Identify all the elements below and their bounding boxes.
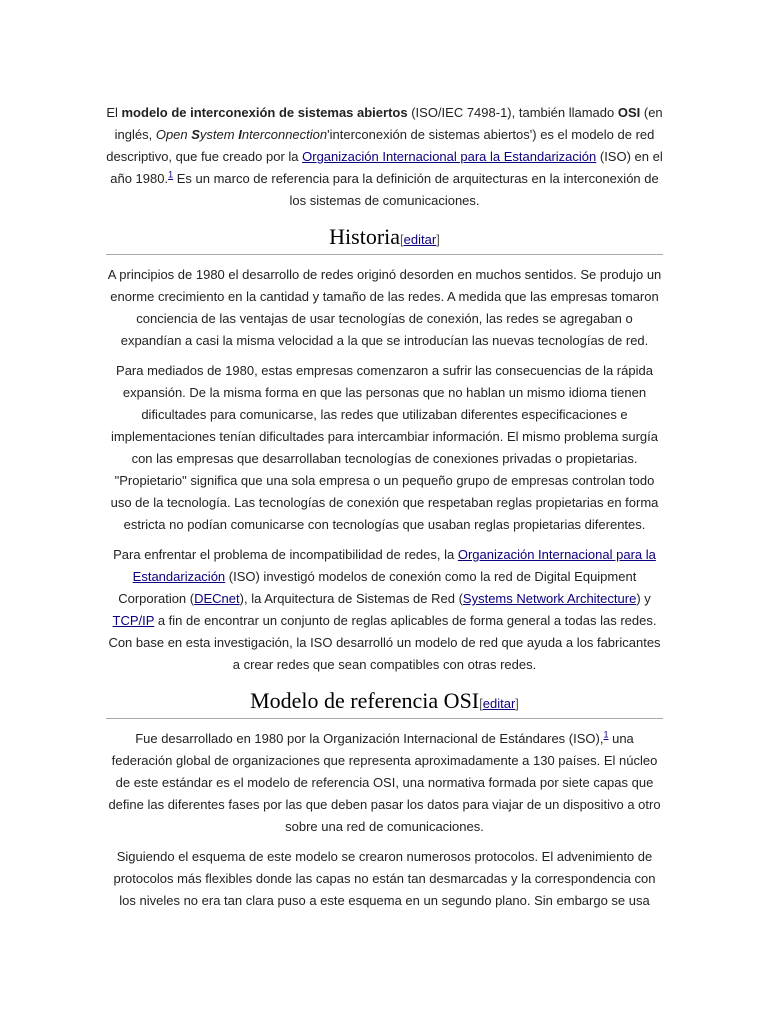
term-bold: modelo de interconexión de sistemas abiertos xyxy=(121,105,408,120)
historia-paragraph-3: Para enfrentar el problema de incompatibilidad de redes, la Organización Internacional para la Estandarización (ISO) investigó modelos de conexión como la red de Digital Equipment Corporation (DECnet), la Arquitectura de Sistemas de Red (Systems Network Architecture) y TCP/IP a fin de encontrar un conjunto de reglas aplicables de forma general a todas las redes. Con base en esta investigación, la ISO desarrolló un modelo de red que ayuda a los fabricantes a crear redes que sean compatibles con otras redes. xyxy=(108,547,661,672)
heading-title: Modelo de referencia OSI xyxy=(250,688,480,713)
article-content xyxy=(106,102,663,920)
reference-link[interactable]: 1 xyxy=(168,169,174,180)
decnet-link[interactable]: DECnet xyxy=(194,591,240,606)
historia-paragraph-2: Para mediados de 1980, estas empresas comenzaron a sufrir las consecuencias de la rápida expansión. De la misma forma en que las personas que no hablan un mismo idioma tienen dificultades para comunicarse, las redes que utilizaban diferentes especificaciones e implementaciones tenían dificultades para intercambiar información. El mismo problema surgía con las empresas que desarrollaban tecnologías de conexiones privadas o propietarias. "Propietario" significa que una sola empresa o un pequeño grupo de empresas controlan todo uso de la tecnología. Las tecnologías de conexión que respetaban reglas propietarias en forma estricta no podían comunicarse con tecnologías que usaban reglas propietarias diferentes. xyxy=(110,363,659,532)
historia-paragraph-1: A principios de 1980 el desarrollo de redes originó desorden en muchos sentidos. Se produjo un enorme crecimiento en la cantidad y tamaño de las redes. A medida que las empresas tomaron conciencia de las ventajas de usar tecnologías de conexión, las redes se agregaban o expandían a casi la misma velocidad a la que se introducían las nuevas tecnologías de red. xyxy=(107,267,662,348)
heading-title: Historia xyxy=(329,224,401,249)
acronym-bold: OSI xyxy=(617,105,641,120)
iso-link[interactable]: Organización Internacional para la Estandarización xyxy=(132,547,656,584)
sna-link[interactable]: Systems Network Architecture xyxy=(462,591,637,606)
section-heading-historia: Historia[editar] xyxy=(106,224,663,255)
tcpip-link[interactable]: TCP/IP xyxy=(112,613,155,628)
iso-link[interactable]: Organización Internacional para la Estandarización xyxy=(302,149,597,164)
edit-link-historia[interactable]: editar xyxy=(403,232,437,247)
modelo-paragraph-2: Siguiendo el esquema de este modelo se crearon numerosos protocolos. El advenimiento de protocolos más flexibles donde las capas no están tan desmarcadas y la correspondencia con los niveles no era tan clara puso a este esquema en un segundo plano. Sin embargo se usa xyxy=(113,849,656,908)
intro-paragraph: El modelo de interconexión de sistemas abiertos (ISO/IEC 7498-1), también llamado OSI (en inglés, Open System Interconnection'interconexión de sistemas abiertos') es el modelo de red descriptivo, que fue creado por la Organización Internacional para la Estandarización (ISO) en el año 1980.$^1$ Es un marco de referencia para la definición de arquitecturas en la interconexión de los sistemas de comunicaciones. xyxy=(106,105,663,208)
english-term: Open System Interconnection xyxy=(155,127,328,142)
section-heading-modelo: Modelo de referencia OSI[editar] xyxy=(106,688,663,719)
edit-link-modelo[interactable]: editar xyxy=(482,696,516,711)
reference-link[interactable]: 1 xyxy=(603,729,609,740)
modelo-paragraph-1: Fue desarrollado en 1980 por la Organización Internacional de Estándares (ISO),$^1$ una federación global de organizaciones que representa aproximadamente a 130 países. El núcleo de este estándar es el modelo de referencia OSI, una normativa formada por siete capas que define las diferentes fases por las que deben pasar los datos para viajar de un dispositivo a otro sobre una red de comunicaciones. xyxy=(108,729,661,834)
